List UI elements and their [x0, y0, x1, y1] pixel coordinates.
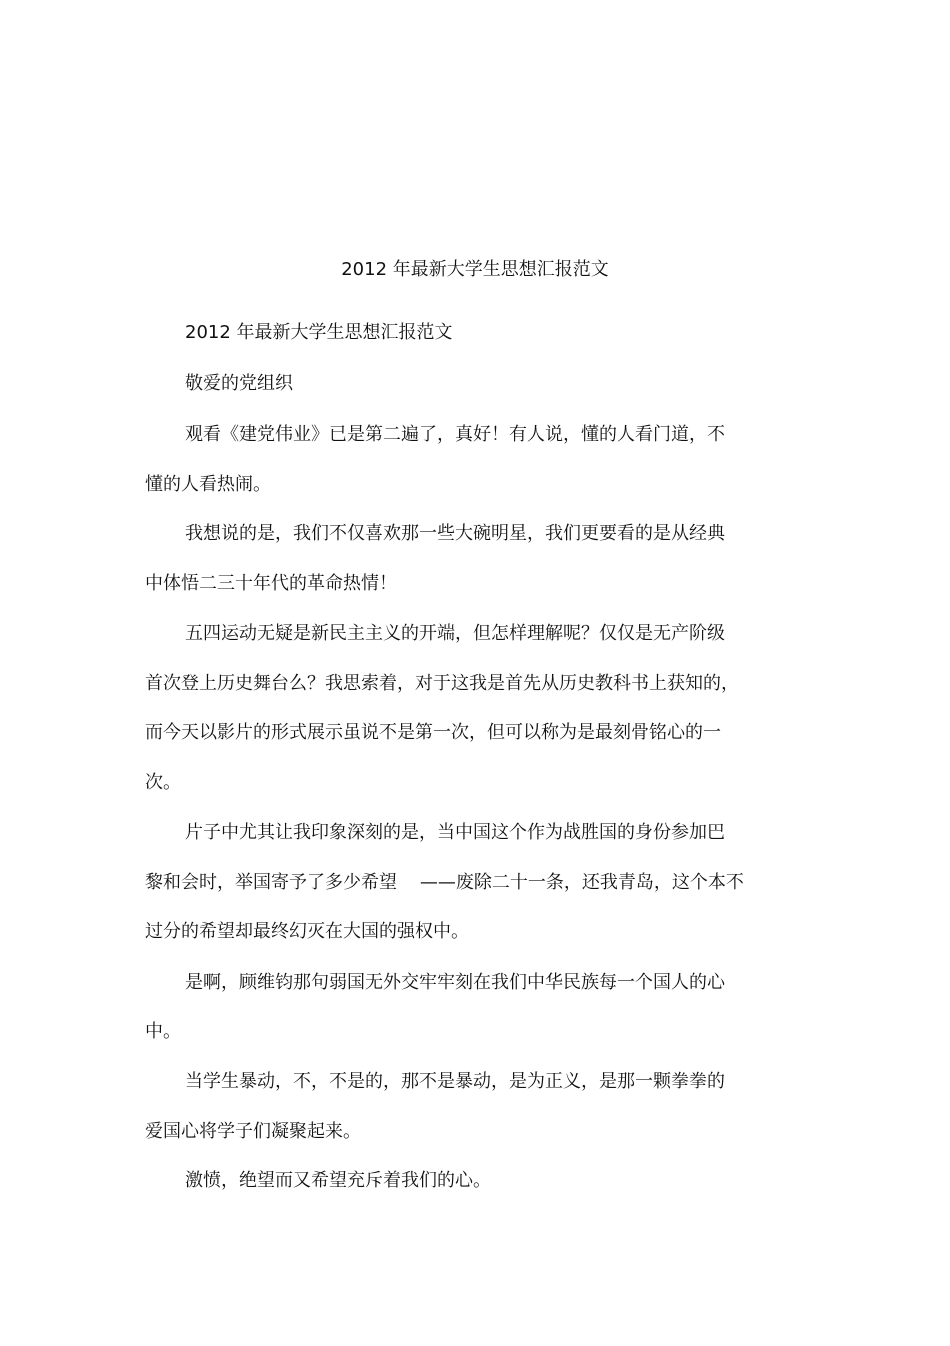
subtitle-line: 2012 年最新大学生思想汇报范文 — [185, 322, 453, 343]
paragraph-line: 是啊，顾维钧那句弱国无外交牢牢刻在我们中华民族每一个国人的心 — [185, 972, 725, 993]
paragraph-line: 激愤，绝望而又希望充斥着我们的心。 — [185, 1170, 491, 1191]
salutation-line: 敬爱的党组织 — [185, 373, 293, 394]
paragraph-line: 观看《建党伟业》已是第二遍了，真好！有人说，懂的人看门道，不 — [185, 424, 725, 445]
paragraph-line: 中体悟二三十年代的革命热情！ — [145, 573, 397, 594]
paragraph-line: 中。 — [145, 1021, 181, 1042]
paragraph-line: 五四运动无疑是新民主主义的开端，但怎样理解呢？仅仅是无产阶级 — [185, 623, 725, 644]
paragraph-line: 首次登上历史舞台么？我思索着，对于这我是首先从历史教科书上获知的， — [145, 673, 739, 694]
paragraph-line: 爱国心将学子们凝聚起来。 — [145, 1121, 361, 1142]
paragraph-line: 片子中尤其让我印象深刻的是，当中国这个作为战胜国的身份参加巴 — [185, 822, 725, 843]
paragraph-line: 懂的人看热闹。 — [145, 474, 271, 495]
paragraph-line: 次。 — [145, 772, 181, 793]
paragraph-line: 黎和会时，举国寄予了多少希望 ——废除二十一条，还我青岛，这个本不 — [145, 872, 744, 893]
paragraph-line: 过分的希望却最终幻灭在大国的强权中。 — [145, 921, 469, 942]
paragraph-line: 而今天以影片的形式展示虽说不是第一次，但可以称为是最刻骨铭心的一 — [145, 722, 721, 743]
document-title: 2012 年最新大学生思想汇报范文 — [341, 259, 609, 280]
paragraph-line: 我想说的是，我们不仅喜欢那一些大碗明星，我们更要看的是从经典 — [185, 523, 725, 544]
paragraph-line: 当学生暴动，不，不是的，那不是暴动，是为正义，是那一颗拳拳的 — [185, 1071, 725, 1092]
